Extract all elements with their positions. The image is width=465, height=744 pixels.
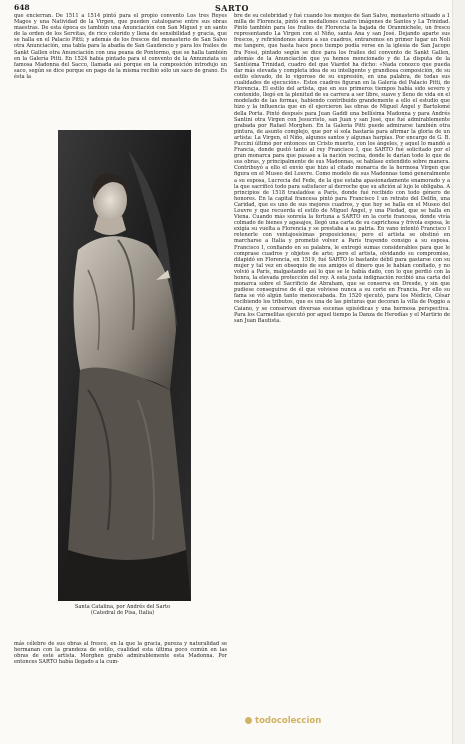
right-paragraph: bre de su celebridad y fué cuando los monjes de San Salvo, monasterio situado a 1 milla de Florencia, pintó en medallones cuatro imágenes de Santos y La Trinidad. Pintó también para los frailes de Florencia la bajada de Oranmichele, un fresco representando La Virgen con el Niño, santa Ana y san José. Dejando aparte sus frescos, y refiriéndonos ahora a sus cuadros, entraremos en primer lugar un Noli me tangere, que hasta hace poco tiempo podía verse en la iglesia de San Jacopo fra Fossi, pintado según se dice para los frailes del convento de Sankt Gallen, además de la Anunciación que ya hemos mencionado y de La disputa de la Santísima Trinidad, cuadro del que Viardot ha dicho: «Nada conozco que pueda dar más elevada y completa idea de su inteligente y grandiosa composición, de su estilo elevado, de lo vigoroso de su expresión, en una palabra, de todas sus cualidades de ejecución». Estos cuadros figuran en la Galería del Palacio Pitti, de Florencia. El estilo del artista, que en sus primeros tiempos había sido severo y contenido, llegó en la plenitud de su carrera a ser libre, suave y lleno de vida en el modelado de las formas, habiendo contribuido grandemente a ello el estudio que hizo y la influencia que en él ejercieron las obras de Miguel Ángel y Bartolomé della Porta. Pintó después para Juan Gaddi una bellísima Madonna y para Andrés Santini otra Virgen con Jesucristo, san Juan y san José, que fué admirablemente grabada por Rafael Morghen. En la Galería Pitti puede admirarse también otra pintura, de asunto complejo, que por sí sola bastaría para afirmar la gloria de un artista: La Virgen, el Niño, algunos santos y algunas harpías. Por encargo de G. B. Puccini últimó por entonces un Cristo muerto, con los ángeles, y aquel lo mandó a Francia, donde gustó tanto al rey Francisco I, que SARTO fué solicitado por el gran monarca para que pasase a la nación vecina, donde le darían todo lo que de sus obras, y principalmente de sus Madonnas, se hablase extendido sobre manera. Contribuyó a ello el envío que hizo al citado monarca de la hermosa Virgen que figura en el Museo del Louvre. Como modelo de sus Madonnas tomó generalmente a su esposa, Lucrecia del Fede, de la que estaba apasionadamente enamorado y a la que sacrificó todo para satisfacer al derroche que su afición al lujo le obligaba. A principios de 1518 trasladóse a París, donde fué recibido con todo género de honores. En la capital francesa pintó para Francisco I un retrato del Delfín, una Caridad, que es uno de sus mejores cuadros, y que hoy se halla en el Museo del Louvre y que recuerda el estilo de Miguel Ángel, y una Piedad, que se halla en Viena. Cuando más sonreía la fortuna a SARTO en la corte francesa, donde vivía colmado de bienes y agasajos, llegó una carta de su caprichosa y frívola esposa, le exigía su vuelta a Florencia y se prestaba a su patria. En vano intentó Francisco I retenerle con ventajosísimas proposiciones; pero el artista se obstinó en marcharse a Italia y prometió volver a París trayendo consigo a su esposa. Francisco I, confiando en su palabra, le entregó sumas considerables para que le comprase cuadros y objetos de arte; pero el artista, olvidando su compromiso, dilapidó en Florencia, en 1519, fué SARTO lo bastante débil para gastarse con su mujer y tal vez en obsequio de sus amigos el dinero que le habían confiado, y no volvió a París, malgastando así lo que se le había dado, con lo que perdió con la honra, la elevada protección del rey. A esta justa indignación recibió una carta del monarca sobre el Sacrificio de Abraham, que se conserva en Dresde, y sin que pudiese conseguirse de él que volviese nunca a su corte en Francia. Por ello su fama se vió algún tanto menoscabada. En 1520 ejecutó, para los Médicis, César recibiendo los tributos, que es una de las pinturas que decoran la villa de Poggio a Caiano, y se conservan diversas escenas episódicas y una hermosa perspectiva. Para los Carmelitas ejecutó por aquel tiempo la Danza de Herodías y el Martirio de san Juan Bautista. xyxy=(234,13,450,324)
running-title: SARTO xyxy=(215,3,249,13)
figure-caption xyxy=(30,604,215,616)
caption-title: Santa Catalina, por Andrés del Sarto xyxy=(74,604,171,610)
painting-saint-catherine xyxy=(58,130,191,601)
watermark xyxy=(245,716,321,726)
page-edge xyxy=(452,0,465,744)
watermark-logo-icon xyxy=(245,717,252,724)
right-column xyxy=(234,13,450,324)
caption-location: (Catedral de Pisa, Italia) xyxy=(90,610,155,616)
left-bottom-paragraph: más célebre de sus obras al fresco, en la que la gracia, pureza y naturalidad se hermanan con la grandeza de estilo, cualidad esta última poco común en las obras de este artista. Morghen grabó admirablemente esta Madonna. Por entonces SARTO había llegado a la cum- xyxy=(14,641,227,666)
left-column-top xyxy=(14,13,227,80)
left-top-paragraph: que encierran. De 1511 a 1514 pintó para el propio convento Los tres Reyes Magos y una Natividad de la Virgen, que pueden catalogarse entre sus obras maestras. De esta época es también una Anunciación con San Miguel y un santo de la orden de los Servitas, de rico colorido y llena de sensibilidad y gracia, que se halla en el Palacio Pitti; y además de los frescos del monasterio de San Salvo otra Anunciación, una tabla para la abadía de San Gaudencio y para los frailes de Sankt Gallen otra Anunciación con una peana de Pontormo, que se halla también en la Galería Pitti. En 1524 había pintado para el convento de la Annunziata su famosa Madonna del Sacco, llamada así porque en la composición introdujo un saco, según se dice porque en pago de la misma recibió sólo un saco de grano. Es ésta la xyxy=(14,13,227,80)
figure-painting xyxy=(58,130,191,601)
watermark-text: todocoleccion xyxy=(255,716,322,726)
left-column-bottom xyxy=(14,641,227,665)
page-number: 648 xyxy=(14,3,30,12)
